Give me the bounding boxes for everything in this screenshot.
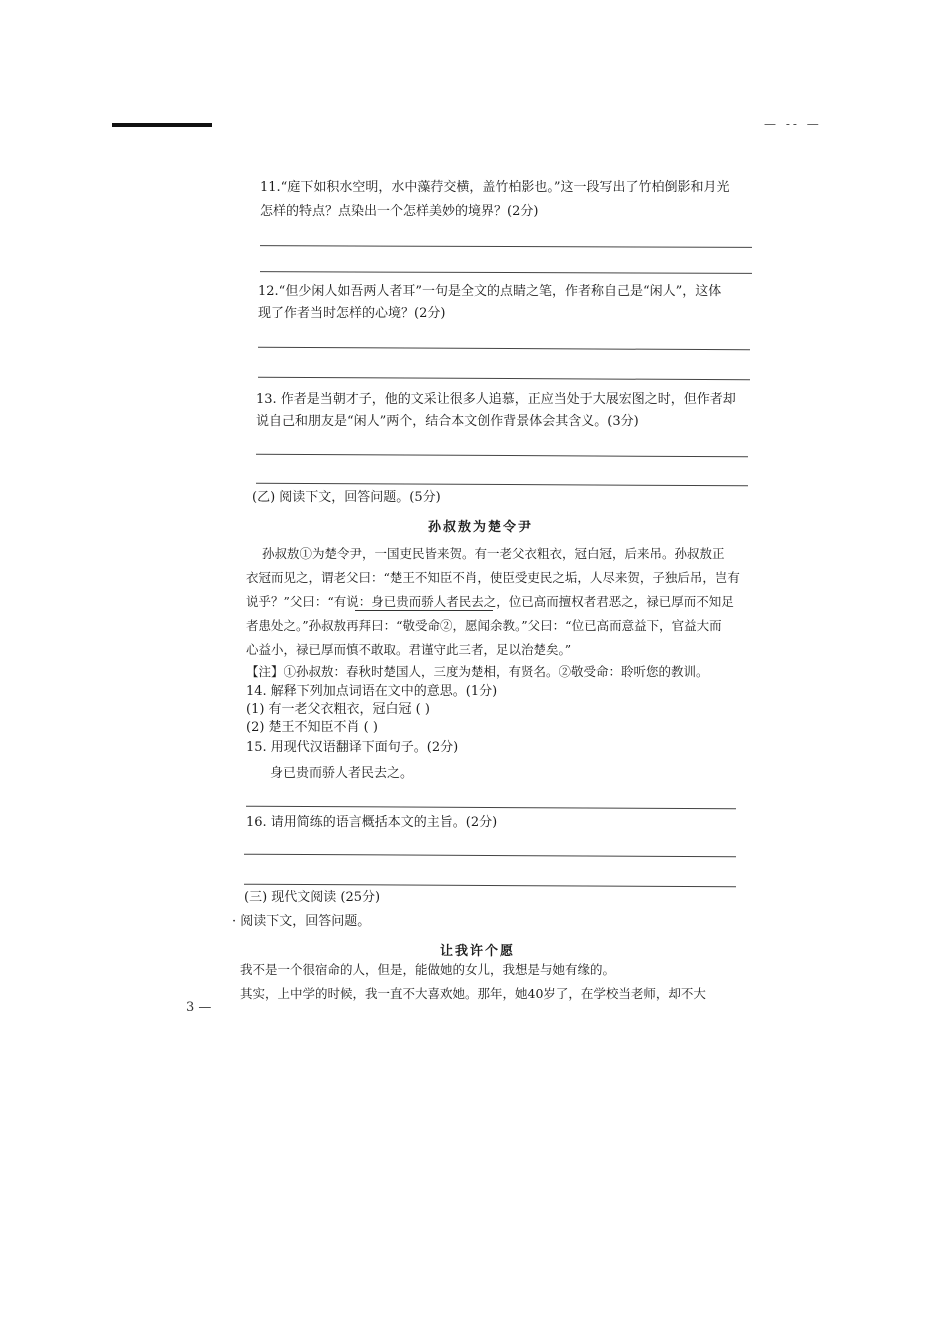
question-16-stem: 16. 请用简练的语言概括本文的主旨。(2分) — [246, 815, 498, 830]
question-14-item1: (1) 有一老父衣粗衣，冠白冠 ( ) — [246, 702, 430, 717]
essay-line: 其实，上中学的时候，我一直不大喜欢她。那年，她40岁了，在学校当老师，却不大 — [240, 986, 706, 1001]
section-san-heading: (三) 现代文阅读 (25分) — [244, 890, 381, 905]
passage-line: 衣冠而见之，谓老父曰：“楚王不知臣不肖，使臣受吏民之垢，人尽来贺，子独后吊，岂有 — [246, 570, 740, 585]
question-14-stem: 14. 解释下列加点词语在文中的意思。(1分) — [246, 684, 498, 699]
header-bar — [112, 123, 212, 127]
question-11-line1: 11.“庭下如积水空明，水中藻荇交横，盖竹柏影也。”这一段写出了竹柏倒影和月光 — [260, 180, 730, 195]
passage-note: 【注】①孙叔敖：春秋时楚国人，三度为楚相，有贤名。②敬受命：聆听您的教训。 — [246, 664, 709, 679]
question-12-line1: 12.“但少闲人如吾两人者耳”一句是全文的点睛之笔，作者称自己是“闲人”，这体 — [258, 284, 722, 299]
question-14-item2: (2) 楚王不知臣不肖 ( ) — [246, 720, 378, 735]
answer-line[interactable] — [256, 483, 748, 487]
header-mark: — -- — — [764, 117, 822, 131]
question-15-stem: 15. 用现代汉语翻译下面句子。(2分) — [246, 740, 459, 755]
answer-line[interactable] — [244, 854, 736, 858]
answer-line[interactable] — [256, 454, 748, 458]
answer-line[interactable] — [258, 377, 750, 381]
question-15-sentence: 身已贵而骄人者民去之。 — [270, 766, 414, 781]
passage-line: 孙叔敖①为楚令尹，一国吏民皆来贺。有一老父衣粗衣，冠白冠，后来吊。孙叔敖正 — [262, 546, 725, 561]
question-12-line2: 现了作者当时怎样的心境？(2分) — [258, 306, 446, 321]
passage-title: 孙叔敖为楚令尹 — [428, 520, 534, 535]
question-13-line2: 说自己和朋友是“闲人”两个，结合本文创作背景体会其含义。(3分) — [256, 414, 639, 429]
question-13-line1: 13. 作者是当朝才子，他的文采让很多人追慕，正应当处于大展宏图之时，但作者却 — [256, 392, 736, 407]
answer-line[interactable] — [246, 806, 736, 810]
question-11-line2: 怎样的特点？点染出一个怎样美妙的境界？(2分) — [260, 204, 539, 219]
page-number: 3 — — [186, 1000, 212, 1015]
underline-mark — [355, 610, 493, 611]
essay-line: 我不是一个很宿命的人，但是，能做她的女儿，我想是与她有缘的。 — [240, 962, 616, 977]
passage-line: 者患处之。”孙叔敖再拜曰：“敬受命②，愿闻余教。”父曰：“位已高而意益下，官益大而 — [246, 618, 722, 633]
passage-line: 心益小，禄已厚而慎不敢取。君谨守此三者，足以治楚矣。” — [246, 642, 572, 657]
answer-line[interactable] — [260, 271, 752, 274]
essay-title: 让我许个愿 — [440, 944, 516, 959]
answer-line[interactable] — [260, 245, 752, 248]
section-san-instruction: · 阅读下文，回答问题。 — [232, 914, 371, 929]
answer-line[interactable] — [258, 347, 750, 351]
answer-line[interactable] — [244, 884, 736, 888]
passage-line: 说乎？”父曰：“有说：身已贵而骄人者民去之，位已高而擅权者君恶之，禄已厚而不知足 — [246, 594, 734, 609]
section-yi-heading: (乙) 阅读下文，回答问题。(5分) — [252, 490, 441, 505]
